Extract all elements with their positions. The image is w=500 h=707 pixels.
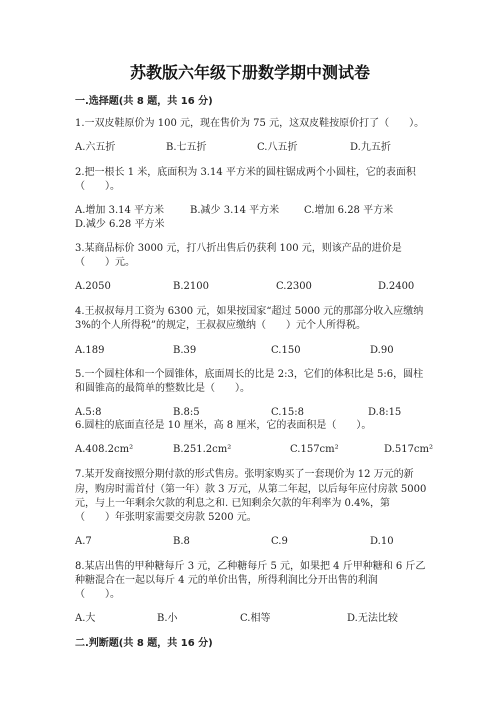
q3-option-d: D.2400 — [378, 281, 415, 292]
question-3-text-line1: 3.某商品标价 3000 元，打八折出售后仍获利 100 元，则该产品的进价是 — [75, 243, 402, 254]
q1-option-a: A.六五折 — [75, 142, 116, 153]
q8-option-d: D.无法比较 — [347, 613, 398, 624]
question-4-text-line1: 4.王叔叔每月工资为 6300 元，如果按国家“超过 5000 元的那部分收入应缴纳 — [75, 306, 424, 317]
question-5-text-line2: 和圆锥高的最简单的整数比是（ ）。 — [75, 383, 250, 394]
question-8-text-line1: 8.某店出售的甲种糖每斤 3 元，乙种糖每斤 5 元，如果把 4 斤甲种糖和 6 斤乙 — [75, 561, 426, 572]
q4-option-b: B.39 — [173, 345, 197, 356]
question-6-text: 6.圆柱的底面直径是 10 厘米，高 8 厘米，它的表面积是（ ）。 — [75, 420, 372, 431]
question-3-text-line2: （ ）元。 — [75, 257, 135, 268]
q2-option-a: A.增加 3.14 平方米 — [75, 205, 165, 216]
q4-option-d: D.90 — [370, 345, 394, 356]
q6-option-b: B.251.2cm² — [173, 444, 232, 455]
q8-option-a: A.大 — [75, 613, 96, 624]
q2-option-d: D.减少 6.28 平方米 — [75, 219, 165, 230]
section-heading-choice: 一.选择题(共 8 题，共 16 分) — [75, 96, 213, 107]
question-7-text-line3: 元，与上一年剩余欠款的利息之和. 已知剩余欠款的年利率为 0.4%，第 — [75, 498, 390, 509]
question-7-text-line4: （ ）年张明家需要交房款 5200 元。 — [75, 512, 257, 523]
question-5-text-line1: 5.一个圆柱体和一个圆锥体，底面周长的比是 2:3，它们的体积比是 5:6，圆柱 — [75, 369, 424, 380]
q4-option-c: C.150 — [271, 345, 301, 356]
q7-option-a: A.7 — [75, 536, 92, 547]
q5-option-b: B.8:5 — [173, 407, 200, 418]
question-4-text-line2: 3%的个人所得税”的规定，王叔叔应缴纳（ ）元个人所得税。 — [75, 320, 366, 331]
q5-option-a: A.5:8 — [75, 407, 102, 418]
q7-option-b: B.8 — [173, 536, 190, 547]
q8-option-c: C.相等 — [240, 613, 271, 624]
question-7-text-line1: 7.某开发商按照分期付款的形式售房。张明家购买了一套现价为 12 万元的新 — [75, 469, 414, 480]
question-1-text: 1.一双皮鞋原价为 100 元，现在售价为 75 元，这双皮鞋按原价打了（ ）。 — [75, 118, 425, 129]
q5-option-d: D.8:15 — [368, 407, 402, 418]
question-7-text-line2: 房，购房时需首付（第一年）款 3 万元，从第二年起，以后每年应付房款 5000 — [75, 484, 427, 495]
q5-option-c: C.15:8 — [271, 407, 304, 418]
page-title: 苏教版六年级下册数学期中测试卷 — [129, 63, 370, 82]
q6-option-c: C.157cm² — [290, 444, 339, 455]
q8-option-b: B.小 — [157, 613, 178, 624]
q3-option-b: B.2100 — [173, 281, 209, 292]
q7-option-c: C.9 — [271, 536, 288, 547]
q3-option-c: C.2300 — [276, 281, 312, 292]
q7-option-d: D.10 — [370, 536, 394, 547]
q1-option-d: D.九五折 — [350, 142, 391, 153]
q6-option-d: D.517cm² — [384, 444, 434, 455]
question-2-text-line2: （ ）。 — [75, 181, 120, 192]
q6-option-a: A.408.2cm² — [75, 444, 134, 455]
q1-option-b: B.七五折 — [166, 142, 207, 153]
q2-option-c: C.增加 6.28 平方米 — [304, 205, 394, 216]
question-8-text-line2: 种糖混合在一起以每斤 4 元的单价出售，所得利润比分开出售的利润 — [75, 575, 378, 586]
section-heading-judgement: 二.判断题(共 8 题，共 16 分) — [75, 638, 213, 649]
q4-option-a: A.189 — [75, 345, 105, 356]
q1-option-c: C.八五折 — [257, 142, 298, 153]
q2-option-b: B.减少 3.14 平方米 — [190, 205, 280, 216]
question-2-text-line1: 2.把一根长 1 米，底面积为 3.14 平方米的圆柱锯成两个小圆柱，它的表面积 — [75, 167, 416, 178]
question-8-text-line3: （ ）。 — [75, 589, 120, 600]
q3-option-a: A.2050 — [75, 281, 111, 292]
